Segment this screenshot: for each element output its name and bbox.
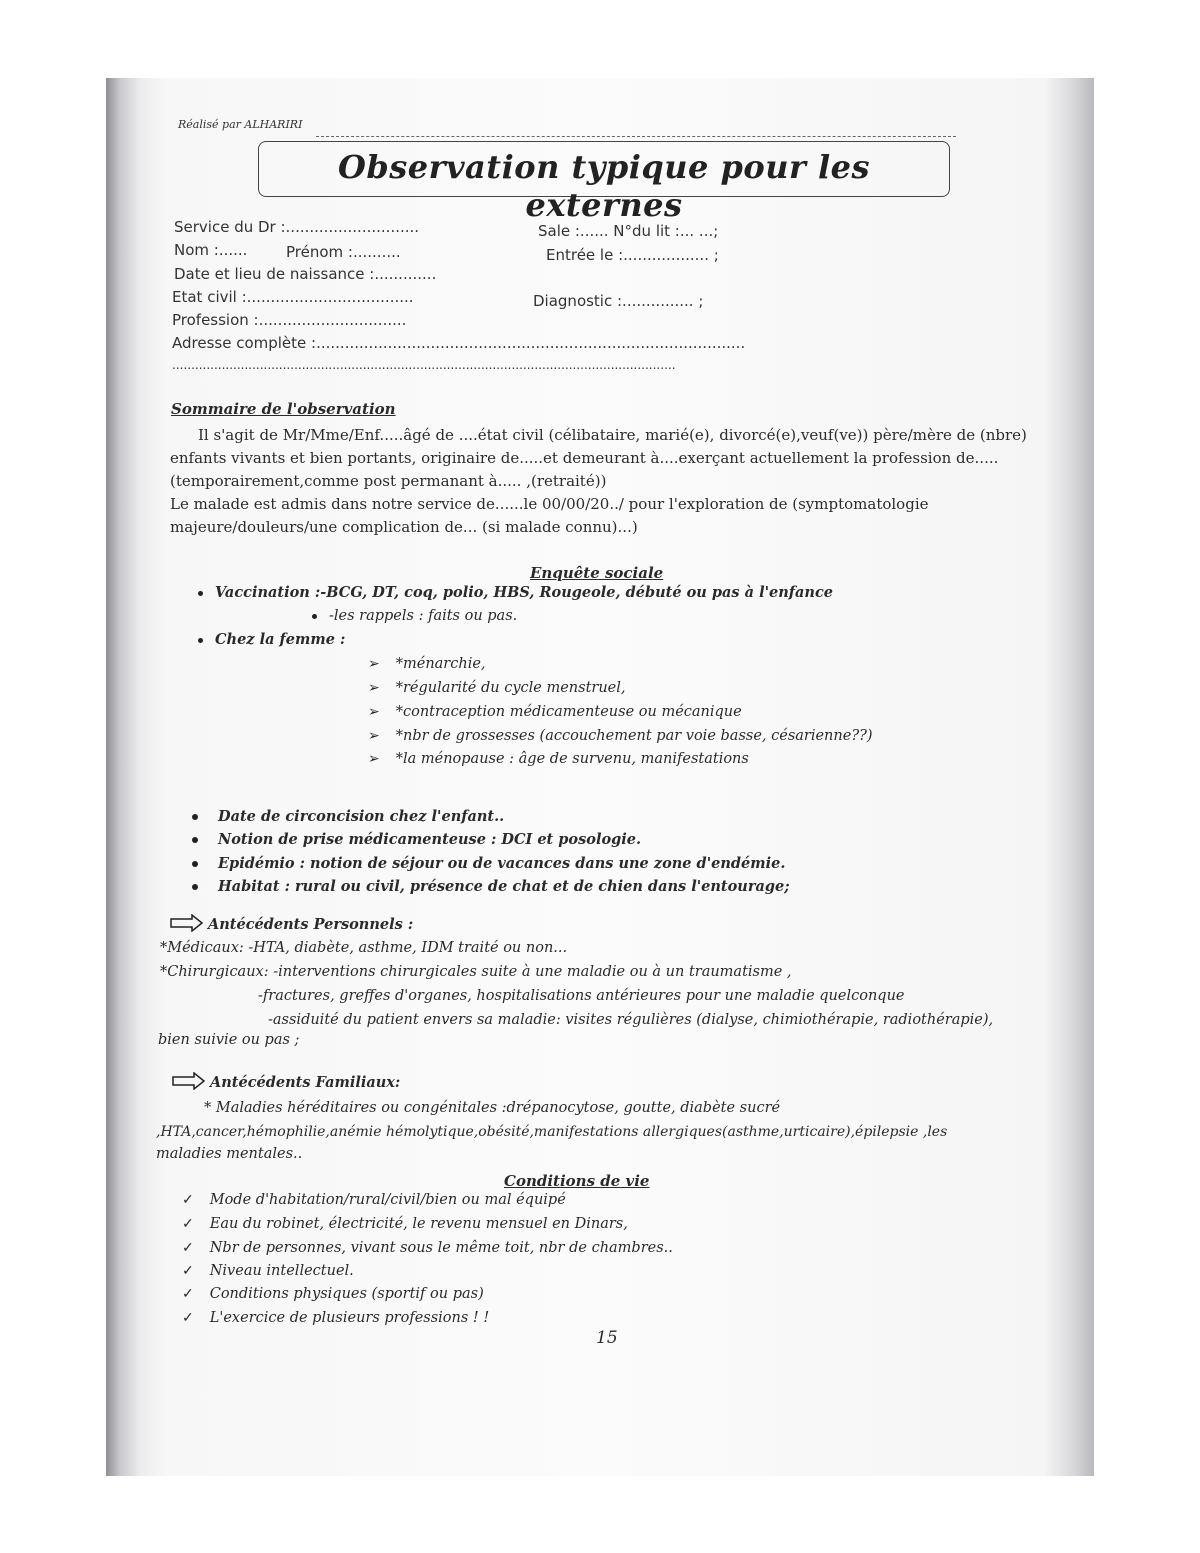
atcd-fam-heading: Antécédents Familiaux: (172, 1072, 400, 1094)
arrowhead-icon: ➢ (368, 656, 380, 672)
conditions-item: ✓ Niveau intellectuel. (182, 1263, 354, 1279)
fractures-line: -fractures, greffes d'organes, hospitalisations antérieures pour une maladie quelconque (258, 988, 905, 1004)
conditions-item: ✓ Mode d'habitation/rural/civil/bien ou mal équipé (182, 1192, 566, 1208)
arrowhead-icon: ➢ (368, 751, 380, 767)
femme-subitem: ➢ *ménarchie, (368, 656, 486, 672)
bold-list-item: Habitat : rural ou civil, présence de chat et de chien dans l'entourage; (192, 878, 790, 895)
rappels-item (312, 608, 517, 624)
checkmark-icon: ✓ (182, 1263, 194, 1279)
service-field: Service du Dr :............................ (174, 218, 420, 236)
suivie-line: bien suivie ou pas ; (158, 1032, 300, 1048)
prenom-field: Prénom :.......... (286, 243, 401, 261)
salle-field: Sale :...... N°du lit :... ...; (538, 222, 719, 240)
credit-rule (316, 136, 956, 137)
page-title: Observation typique pour les externes (337, 148, 871, 224)
femme-text: Chez la femme : (215, 631, 346, 648)
atcd-fam-line-3: maladies mentales.. (156, 1146, 303, 1162)
vaccination-text: Vaccination :-BCG, DT, coq, polio, HBS, Rougeole, débuté ou pas à l'enfance (215, 584, 834, 601)
checkmark-icon: ✓ (182, 1286, 194, 1302)
outline-arrow-icon (172, 1072, 206, 1094)
checkmark-icon: ✓ (182, 1216, 194, 1232)
bullet-icon (198, 638, 203, 643)
diagnostic-field: Diagnostic :............... ; (533, 292, 704, 310)
profession-field: Profession :............................... (172, 311, 407, 329)
page-number: 15 (596, 1328, 618, 1348)
nom-field: Nom :...... (174, 241, 248, 259)
femme-subitem: ➢ *contraception médicamenteuse ou mécanique (368, 704, 742, 720)
bold-list-item: Epidémio : notion de séjour ou de vacances dans une zone d'endémie. (192, 855, 785, 872)
entree-field: Entrée le :.................. ; (546, 246, 719, 264)
sommaire-paragraph-1: Il s'agit de Mr/Mme/Enf.....âgé de ....état civil (célibataire, marié(e), divorcé(e),veuf(ve)) père/mère de (nbre) enfants vivants et bien portants, originaire de.....et demeurant à....exerçant actuellement la profession de.....(temporairement,comme post permanant à..... ,(retraité)) (170, 426, 1027, 490)
vaccination-item (198, 584, 833, 601)
adresse-field: Adresse complète :.......................................................................................... (172, 334, 746, 352)
arrowhead-icon: ➢ (368, 728, 380, 744)
bullet-icon (192, 837, 198, 843)
sommaire-heading: Sommaire de l'observation (171, 400, 396, 418)
femme-item (198, 631, 345, 648)
conditions-heading: Conditions de vie (504, 1172, 650, 1190)
conditions-item: ✓ Nbr de personnes, vivant sous le même toit, nbr de chambres.. (182, 1240, 673, 1256)
femme-subitem: ➢ *régularité du cycle menstruel, (368, 680, 626, 696)
bullet-icon (192, 884, 198, 890)
bullet-icon (312, 614, 317, 619)
checkmark-icon: ✓ (182, 1192, 194, 1208)
outline-arrow-icon (170, 914, 204, 936)
adresse-line-2: .................................................................................................................................... (172, 358, 676, 372)
atcd-perso-heading: Antécédents Personnels : (170, 914, 413, 936)
atcd-fam-line-1: * Maladies héréditaires ou congénitales :drépanocytose, goutte, diabète sucré (204, 1100, 781, 1116)
conditions-item: ✓ Eau du robinet, électricité, le revenu mensuel en Dinars, (182, 1216, 628, 1232)
credit-line: Réalisé par ALHARIRI (178, 118, 303, 131)
checkmark-icon: ✓ (182, 1240, 194, 1256)
enquete-heading: Enquête sociale (530, 564, 664, 582)
bullet-icon (198, 591, 203, 596)
femme-subitem: ➢ *la ménopause : âge de survenu, manifestations (368, 751, 749, 767)
chirurgicaux-line: *Chirurgicaux: -interventions chirurgicales suite à une maladie ou à un traumatisme , (160, 964, 792, 980)
bold-list-item: Notion de prise médicamenteuse : DCI et posologie. (192, 831, 641, 848)
arrowhead-icon: ➢ (368, 680, 380, 696)
bullet-icon (192, 861, 198, 867)
sommaire-paragraph-2: Le malade est admis dans notre service de......le 00/00/20../ pour l'exploration de (symptomatologie majeure/douleurs/une complication de... (si malade connu)...) (170, 495, 929, 536)
naissance-field: Date et lieu de naissance :............. (174, 265, 437, 283)
femme-subitem: ➢ *nbr de grossesses (accouchement par voie basse, césarienne??) (368, 728, 873, 744)
rappels-text: -les rappels : faits ou pas. (329, 608, 518, 624)
atcd-fam-line-2: ,HTA,cancer,hémophilie,anémie hémolytique,obésité,manifestations allergiques(asthme,urticaire),épilepsie ,les (156, 1124, 948, 1140)
medicaux-line: *Médicaux: -HTA, diabète, asthme, IDM traité ou non... (160, 940, 568, 956)
bullet-icon (192, 814, 198, 820)
arrowhead-icon: ➢ (368, 704, 380, 720)
assiduite-line: -assiduité du patient envers sa maladie: visites régulières (dialyse, chimiothérapie, radiothérapie), (268, 1012, 994, 1028)
etat-civil-field: Etat civil :................................... (172, 288, 414, 306)
conditions-item: ✓ L'exercice de plusieurs professions ! ! (182, 1310, 490, 1326)
scanned-page (106, 78, 1094, 1476)
title-box (258, 141, 950, 224)
bold-list-item: Date de circoncision chez l'enfant.. (192, 808, 504, 825)
conditions-item: ✓ Conditions physiques (sportif ou pas) (182, 1286, 484, 1302)
checkmark-icon: ✓ (182, 1310, 194, 1326)
